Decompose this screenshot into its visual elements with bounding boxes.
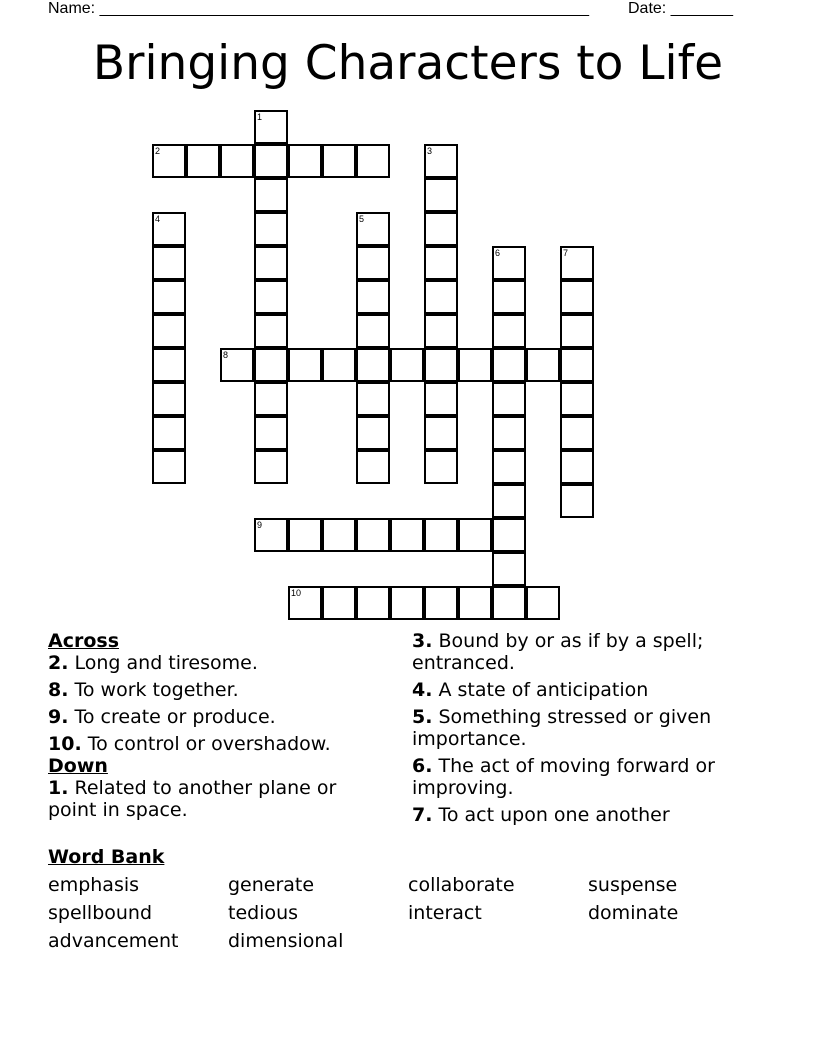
crossword-cell[interactable] (152, 212, 186, 246)
date-field: Date: _______ (628, 0, 733, 17)
crossword-cell[interactable] (254, 382, 288, 416)
clues-right-column (412, 630, 752, 831)
crossword-cell[interactable] (560, 450, 594, 484)
crossword-cell[interactable] (254, 348, 288, 382)
crossword-cell[interactable] (356, 382, 390, 416)
down-clue: 4. A state of anticipation (412, 679, 649, 701)
crossword-cell[interactable] (254, 416, 288, 450)
cell-number: 7 (563, 248, 569, 258)
crossword-cell[interactable] (458, 586, 492, 620)
word-bank-item: emphasis (48, 874, 140, 896)
crossword-cell[interactable] (424, 348, 458, 382)
crossword-cell[interactable] (322, 518, 356, 552)
word-bank-item: spellbound (48, 902, 153, 924)
crossword-cell[interactable] (560, 382, 594, 416)
crossword-cell[interactable] (356, 518, 390, 552)
crossword-cell[interactable] (254, 110, 288, 144)
crossword-cell[interactable] (492, 280, 526, 314)
crossword-cell[interactable] (220, 348, 254, 382)
crossword-cell[interactable] (288, 348, 322, 382)
crossword-cell[interactable] (560, 416, 594, 450)
crossword-cell[interactable] (424, 450, 458, 484)
crossword-cell[interactable] (390, 586, 424, 620)
cell-number: 2 (155, 146, 161, 156)
crossword-cell[interactable] (322, 144, 356, 178)
crossword-cell[interactable] (288, 586, 322, 620)
crossword-cell[interactable] (492, 382, 526, 416)
crossword-cell[interactable] (526, 348, 560, 382)
crossword-cell[interactable] (390, 518, 424, 552)
word-bank (48, 846, 768, 952)
crossword-cell[interactable] (492, 552, 526, 586)
across-heading: Across (48, 630, 120, 652)
crossword-cell[interactable] (152, 416, 186, 450)
crossword-cell[interactable] (152, 314, 186, 348)
crossword-cell[interactable] (152, 450, 186, 484)
cell-number: 1 (257, 112, 263, 122)
across-clue: 2. Long and tiresome. (48, 652, 258, 674)
cell-number: 3 (427, 146, 433, 156)
crossword-cell[interactable] (424, 212, 458, 246)
crossword-cell[interactable] (492, 484, 526, 518)
word-bank-item: suspense (588, 874, 678, 896)
word-bank-item: dominate (588, 902, 679, 924)
cell-number: 5 (359, 214, 365, 224)
crossword-cell[interactable] (424, 280, 458, 314)
crossword-cell[interactable] (390, 348, 424, 382)
crossword-cell[interactable] (220, 144, 254, 178)
crossword-cell[interactable] (288, 144, 322, 178)
crossword-cell[interactable] (560, 280, 594, 314)
down-clue: 5. Something stressed or given importance. (412, 706, 712, 750)
cell-number: 4 (155, 214, 161, 224)
crossword-cell[interactable] (458, 348, 492, 382)
crossword-cell[interactable] (254, 280, 288, 314)
cell-number: 10 (291, 588, 302, 598)
crossword-cell[interactable] (152, 348, 186, 382)
crossword-cell[interactable] (356, 144, 390, 178)
word-bank-heading: Word Bank (48, 846, 165, 868)
crossword-cell[interactable] (356, 450, 390, 484)
clues-left-column (48, 630, 388, 826)
crossword-cell[interactable] (254, 246, 288, 280)
crossword-cell[interactable] (254, 144, 288, 178)
crossword-cell[interactable] (254, 518, 288, 552)
down-clue: 7. To act upon one another (412, 804, 670, 826)
crossword-cell[interactable] (492, 348, 526, 382)
word-bank-item: tedious (228, 902, 299, 924)
crossword-cell[interactable] (492, 586, 526, 620)
cell-number: 8 (223, 350, 229, 360)
down-heading: Down (48, 755, 108, 777)
word-bank-item: dimensional (228, 930, 344, 952)
crossword-cell[interactable] (560, 246, 594, 280)
crossword-cell[interactable] (356, 246, 390, 280)
crossword-cell[interactable] (560, 484, 594, 518)
crossword-cell[interactable] (152, 280, 186, 314)
crossword-cell[interactable] (356, 280, 390, 314)
crossword-cell[interactable] (424, 586, 458, 620)
crossword-cell[interactable] (152, 382, 186, 416)
crossword-cell[interactable] (254, 212, 288, 246)
crossword-cell[interactable] (424, 518, 458, 552)
crossword-cell[interactable] (152, 144, 186, 178)
crossword-cell[interactable] (254, 178, 288, 212)
crossword-cell[interactable] (424, 144, 458, 178)
crossword-cell[interactable] (424, 178, 458, 212)
crossword-cell[interactable] (288, 518, 322, 552)
name-field: Name: _______________________________________________________ (48, 0, 589, 17)
crossword-cell[interactable] (356, 314, 390, 348)
word-bank-item: generate (228, 874, 315, 896)
crossword-cell[interactable] (560, 314, 594, 348)
crossword-cell[interactable] (356, 348, 390, 382)
crossword-cell[interactable] (424, 246, 458, 280)
crossword-cell[interactable] (424, 314, 458, 348)
page-title: Bringing Characters to Life (92, 36, 724, 91)
crossword-cell[interactable] (356, 212, 390, 246)
crossword-cell[interactable] (424, 382, 458, 416)
crossword-cell[interactable] (458, 518, 492, 552)
down-clue: 1. Related to another plane or point in space. (48, 777, 337, 821)
word-bank-item: collaborate (408, 874, 515, 896)
crossword-cell[interactable] (356, 586, 390, 620)
crossword-cell[interactable] (254, 314, 288, 348)
crossword-cell[interactable] (254, 450, 288, 484)
crossword-cell[interactable] (492, 450, 526, 484)
crossword-cell[interactable] (560, 348, 594, 382)
across-clue: 8. To work together. (48, 679, 239, 701)
word-bank-list (48, 874, 768, 952)
down-clue: 3. Bound by or as if by a spell; entranced. (412, 630, 704, 674)
crossword-cell[interactable] (152, 246, 186, 280)
down-clue: 6. The act of moving forward or improving. (412, 755, 715, 799)
crossword-cell[interactable] (322, 348, 356, 382)
crossword-cell[interactable] (356, 416, 390, 450)
cell-number: 6 (495, 248, 501, 258)
crossword-cell[interactable] (322, 586, 356, 620)
across-clue: 10. To control or overshadow. (48, 733, 331, 755)
across-clue: 9. To create or produce. (48, 706, 276, 728)
crossword-cell[interactable] (492, 314, 526, 348)
cell-number: 9 (257, 520, 263, 530)
crossword-cell[interactable] (424, 416, 458, 450)
crossword-cell[interactable] (492, 246, 526, 280)
crossword-cell[interactable] (186, 144, 220, 178)
crossword-cell[interactable] (492, 518, 526, 552)
word-bank-item: advancement (48, 930, 179, 952)
crossword-cell[interactable] (492, 416, 526, 450)
crossword-cell[interactable] (526, 586, 560, 620)
word-bank-item: interact (408, 902, 482, 924)
